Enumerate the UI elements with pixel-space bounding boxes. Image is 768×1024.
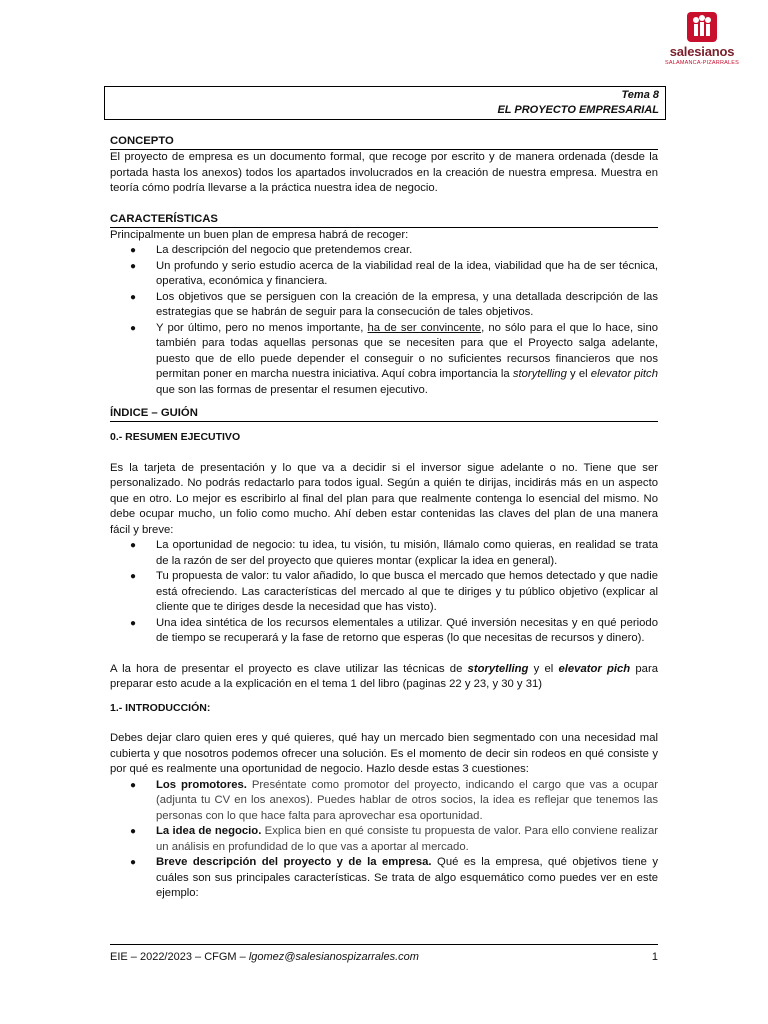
caracteristicas-list <box>110 243 658 398</box>
footer-left: EIE – 2022/2023 – CFGM – lgomez@salesianospizarrales.com <box>110 951 419 963</box>
list-item: ● Un profundo y serio estudio acerca de la viabilidad real de la idea, viabilidad que ha de ser técnica, operativa, económica y financiera. <box>130 259 658 287</box>
bullet-icon: ● <box>130 540 137 551</box>
logo-name: salesianos <box>669 44 735 59</box>
list-item: ● Tu propuesta de valor: tu valor añadido, lo que busca el mercado que hemos detectado y que nadie está ofreciendo. Las características del mercado al que te diriges y tu público objetivo (explicar al cliente que te diriges desde la necesidad que has visto). <box>130 570 658 613</box>
section-heading-concepto: CONCEPTO <box>110 134 658 150</box>
section-heading-introduccion: 1.- INTRODUCCIÓN: <box>110 701 211 714</box>
list-item: ● La oportunidad de negocio: tu idea, tu visión, tu misión, llámalo como quieras, en realidad se trata de la razón de ser del proyecto que quieres montar (explicar la idea en general). <box>130 539 658 567</box>
section-heading-caracteristicas: CARACTERÍSTICAS <box>110 212 658 228</box>
resumen-closing-paragraph: A la hora de presentar el proyecto es clave utilizar las técnicas de storytelling y el elevator pich para preparar esto acude a la explicación en el tema 1 del libro (paginas 22 y 23, y 30 y 31) <box>110 662 659 690</box>
bullet-icon: ● <box>130 571 137 582</box>
list-item: ● Una idea sintética de los recursos elementales a utilizar. Qué inversión necesitas y en qué periodo de tiempo se recuperará y la fase de retorno que esperas (lo que necesitas de recursos y dinero). <box>130 616 658 644</box>
bullet-icon: ● <box>130 245 137 256</box>
resumen-list <box>110 538 658 647</box>
bullet-icon: ● <box>130 291 137 303</box>
bullet-icon: ● <box>130 779 137 791</box>
document-body <box>110 134 658 902</box>
topic-number: Tema 8 <box>621 89 659 101</box>
underlined-text: ha de ser convincente <box>367 321 482 334</box>
bullet-icon: ● <box>130 826 137 837</box>
list-item: ● La descripción del negocio que pretendemos crear. <box>156 243 658 259</box>
topic-title: EL PROYECTO EMPRESARIAL <box>497 104 659 116</box>
bullet-icon: ● <box>130 857 137 868</box>
introduccion-list <box>110 778 658 902</box>
bullet-icon: ● <box>130 617 137 629</box>
list-item: ● La idea de negocio. Explica bien en qué consiste tu propuesta de valor. Para ello conviene realizar un análisis en profundidad de lo que vas a aportar al mercado. <box>130 825 658 853</box>
page-number: 1 <box>651 951 658 963</box>
bullet-icon: ● <box>130 322 137 334</box>
caracteristicas-intro: Principalmente un buen plan de empresa habrá de recoger: <box>110 228 409 241</box>
section-heading-resumen: 0.- RESUMEN EJECUTIVO <box>110 431 241 443</box>
footer-email: lgomez@salesianospizarrales.com <box>248 951 419 963</box>
page-footer <box>110 944 658 963</box>
list-item: ● Los objetivos que se persiguen con la creación de la empresa, y una detallada descripción de las estrategias que se habrán de seguir para la consecución de tales objetivos. <box>130 290 658 318</box>
section-heading-indice: ÍNDICE – GUIÓN <box>110 406 658 422</box>
list-item: ● Breve descripción del proyecto y de la empresa. Qué es la empresa, qué objetivos tiene y cuáles son sus principales características. Se trata de algo esquemático como puedes ver en este ejemplo: <box>130 856 659 899</box>
bullet-icon: ● <box>130 260 137 272</box>
salesianos-logo <box>652 12 752 76</box>
list-item: ● Y por último, pero no menos importante, ha de ser convincente, no sólo para el que lo hace, sino también para todas aquellas personas que se necesiten para que el Proyecto salga adelante, puesto que de ello puede depender el conseguir o no suficientes recursos financieros que nos permitan poner en marcha nuestra iniciativa. Aquí cobra importancia la storytelling y el elevator pitch que son las formas de presentar el resumen ejecutivo. <box>130 321 659 396</box>
logo-subtitle: SALAMANCA-PIZARRALES <box>665 60 739 66</box>
logo-mark-icon <box>687 12 717 42</box>
list-item: ● Los promotores. Preséntate como promotor del proyecto, indicando el cargo que vas a ocupar (adjunta tu CV en los anexos). Puedes hablar de otros socios, la idea es reflejar que tenemos las personas con lo que hace falta para aprovechar esa oportunidad. <box>130 778 658 822</box>
concepto-paragraph: El proyecto de empresa es un documento formal, que recoge por escrito y de manera ordenada (desde la portada hasta los anexos) todos los apartados involucrados en la creación de nuestra empresa. Muestra en teoría cómo podría llevarse a la práctica nuestra idea de negocio. <box>110 151 658 194</box>
topic-header-box <box>104 86 666 120</box>
introduccion-paragraph: Debes dejar claro quien eres y qué quieres, qué hay un mercado bien segmentado con una necesidad mal cubierta y que nosotros podemos ofrecer una solución. Es el momento de decir sin rodeos en qué consiste y por qué es realmente una oportunidad de negocio. Hazlo desde estas 3 cuestiones: <box>110 732 658 775</box>
resumen-paragraph: Es la tarjeta de presentación y lo que va a decidir si el inversor sigue adelante o no. Tiene que ser personalizado. No podrás redactarlo para todos igual. Según a quién te dirijas, incidirás más en un aspecto que en otro. Lo mejor es escribirlo al final del plan para que realmente contenga lo esencial del mismo. No debe ocupar mucho, un folio como mucho. Ahí deben estar contenidas las claves del plan de una manera fácil y breve: <box>110 461 658 536</box>
